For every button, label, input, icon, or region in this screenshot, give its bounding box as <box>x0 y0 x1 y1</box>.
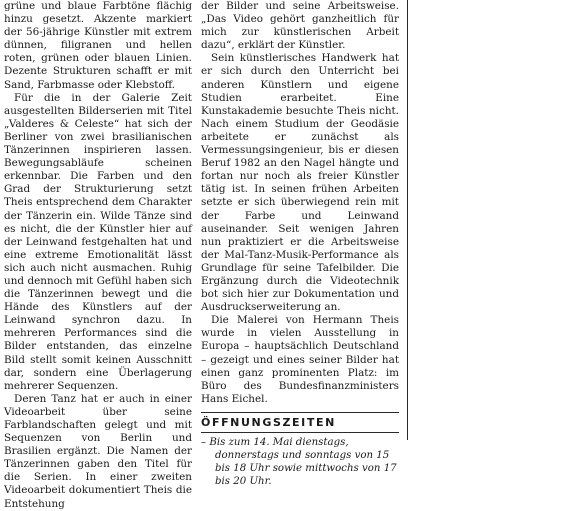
article-paragraph: Sein künstlerisches Handwerk hat er sich durch den Unterricht bei anderen Künstlern und eigene Studien erarbeitet. Eine Kunstakademie besuchte Theis nicht. Nach einem Studium der Geodäsie arbeitete er zunächst als Vermessungsingenieur, bis er diesen Beruf 1982 an den Nagel hängte und fortan nur noch als freier Künstler tätig ist. In seinen frühen Arbeiten setzte er sich überwiegend rein mit der Farbe und Leinwand auseinander. Seit wenigen Jahren nun praktiziert er die Arbeitsweise der Mal-Tanz-Musik-Performance als Grundlage für seine Tafelbilder. Die Ergänzung durch die Videotechnik bot sich hier zur Dokumentation und Ausdruckserweiterung an. <box>201 52 399 314</box>
opening-hours-box <box>201 412 399 488</box>
article-paragraph: grüne und blaue Farbtöne flächig hinzu gesetzt. Akzente markiert der 56-jährige Künstler mit extrem dünnen, filigranen und hellen roten, grünen oder blauen Linien. Dezente Strukturen schafft er mit Sand, Farbmasse oder Klebstoff. <box>4 0 192 91</box>
article-column-left <box>4 0 192 511</box>
article-column-right <box>201 0 399 488</box>
article-paragraph: Deren Tanz hat er auch in einer Videoarbeit über seine Farblandschaften gelegt und mit Sequenzen von Berlin und Brasilien ergänzt. Die Namen der Tänzerinnen gaben den Titel für die Serien. In einer zweiten Videoarbeit dokumentiert Theis die Entstehung <box>4 392 192 510</box>
opening-hours-title: ÖFFNUNGSZEITEN <box>201 415 399 433</box>
article-paragraph: der Bilder und seine Arbeitsweise. „Das Video gehört ganzheitlich für mich zur künstlerischen Arbeit dazu“, erklärt der Künstler. <box>201 0 399 52</box>
column-divider-line <box>407 0 408 440</box>
article-paragraph: Die Malerei von Hermann Theis wurde in vielen Ausstellung in Europa – hauptsächlich Deutschland – gezeigt und eines seiner Bilder hat einen ganz prominenten Platz: im Büro des Bundesfinanzministers Hans Eichel. <box>201 314 399 405</box>
article-paragraph: Für die in der Galerie Zeit ausgestellten Bilderserien mit Titel „Valderes & Celeste“ hat sich der Berliner von zwei brasilianischen Tänzerinnen inspirieren lassen. Bewegungsabläufe scheinen erkennbar. Die Farben und den Grad der Strukturierung setzt Theis entsprechend dem Charakter der Tänzerin ein. Wilde Tänze sind es nicht, die der Künstler hier auf der Leinwand festgehalten hat und eine extreme Emotionalität lässt sich auch nicht ausmachen. Ruhig und dennoch mit Gefühl haben sich die Tänzerinnen bewegt und die Hände des Künstlers auf der Leinwand synchron dazu. In mehreren Performances sind die Bilder entstanden, das einzelne Bild stellt somit keinen Ausschnitt dar, sondern eine Überlagerung mehrerer Sequenzen. <box>4 91 192 392</box>
opening-hours-text: – Bis zum 14. Mai dienstags, donnerstags und sonntags von 15 bis 18 Uhr sowie mittwochs von 17 bis 20 Uhr. <box>201 436 397 487</box>
